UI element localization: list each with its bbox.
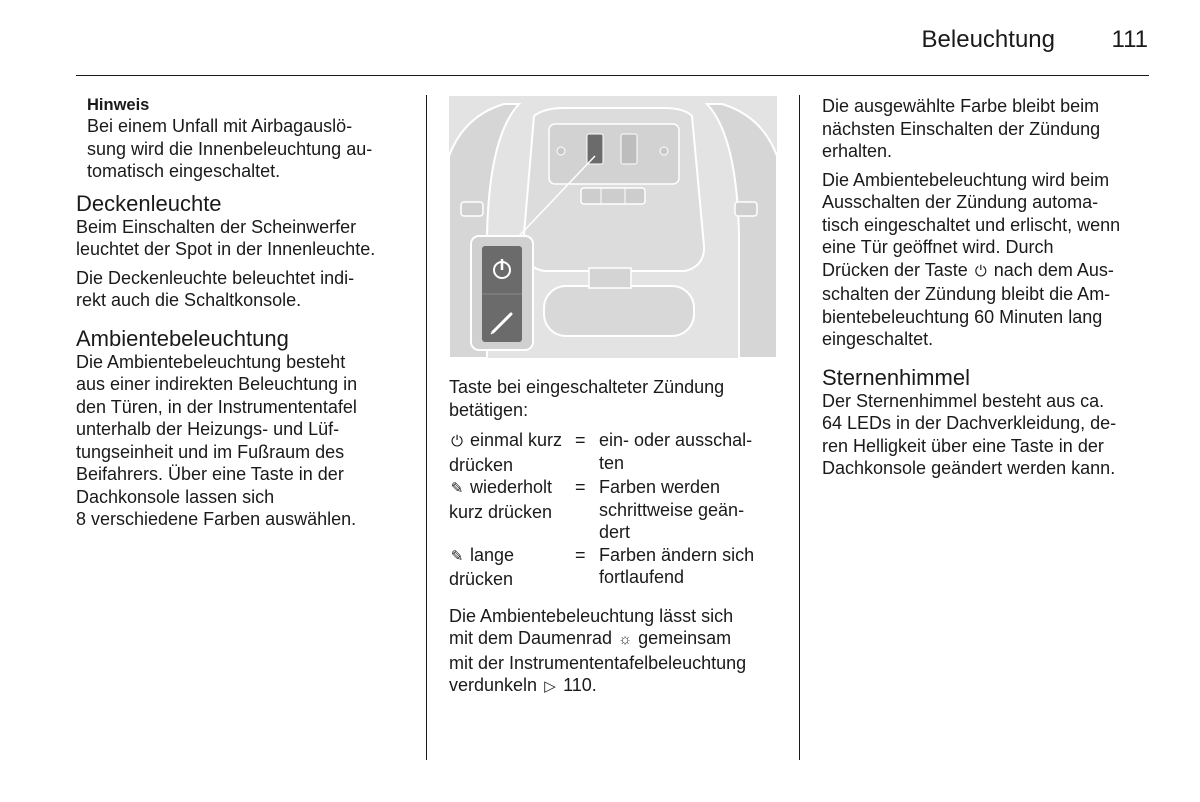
note-title: Hinweis xyxy=(87,96,150,114)
text-line: schrittweise geän- xyxy=(599,499,745,520)
cross-reference-icon: ▷ xyxy=(544,678,556,695)
text-line: betätigen: xyxy=(449,399,529,420)
text-line: mit der Instrumententafelbeleuchtung xyxy=(449,652,747,673)
text-line: erhalten. xyxy=(822,141,893,161)
text-line: einmal kurz xyxy=(470,430,563,450)
note-line: tomatisch eingeschaltet. xyxy=(87,161,281,181)
text-line: Farben werden xyxy=(599,477,721,497)
text-line: bientebeleuchtung 60 Minuten lang xyxy=(822,306,1103,327)
table-cell-action xyxy=(449,429,575,476)
text-line: leuchtet der Spot in der Innenleuchte. xyxy=(76,239,376,259)
table-row xyxy=(449,476,774,544)
text-line: Ausschalten der Zündung automa- xyxy=(822,192,1099,212)
text-line: nach dem Aus- xyxy=(993,259,1114,280)
table-cell-equals: = xyxy=(575,544,586,565)
text-line: fortlaufend xyxy=(599,567,685,587)
paragraph-deckenleuchte-2 xyxy=(76,267,411,312)
text-line: eingeschaltet. xyxy=(822,329,934,349)
text-line: Taste bei eingeschalteter Zündung xyxy=(449,377,725,397)
text-line: mit dem Daumenrad xyxy=(449,628,613,648)
text-line: 8 verschiedene Farben auswählen. xyxy=(76,509,357,529)
text-line: verdunkeln xyxy=(449,675,538,695)
text-line: Dachkonsole geändert werden kann. xyxy=(822,458,1116,478)
brush-icon: ✎ xyxy=(450,480,464,497)
page-header-title: Beleuchtung xyxy=(921,26,1055,53)
text-line: ten xyxy=(599,452,625,473)
table-cell-action xyxy=(449,476,575,544)
text-line: Die ausgewählte Farbe bleibt beim xyxy=(822,96,1100,116)
text-line: Drücken der Taste xyxy=(822,259,968,280)
text-line: Beim Einschalten der Scheinwerfer xyxy=(76,216,357,237)
column-2 xyxy=(449,376,779,705)
heading-ambientebeleuchtung: Ambientebeleuchtung xyxy=(76,325,289,351)
power-icon: ⏻ xyxy=(974,262,987,280)
text-line: Die Ambientebeleuchtung besteht xyxy=(76,351,346,372)
text-line: dert xyxy=(599,522,631,542)
text-line: schalten der Zündung bleibt die Am- xyxy=(822,284,1111,304)
paragraph-color-kept xyxy=(822,95,1152,163)
table-row xyxy=(449,544,774,591)
heading-deckenleuchte: Deckenleuchte xyxy=(76,190,222,216)
text-line: drücken xyxy=(449,454,514,475)
text-line: Der Sternenhimmel besteht aus ca. xyxy=(822,390,1105,411)
heading-sternenhimmel: Sternenhimmel xyxy=(822,364,970,390)
text-line: Die Deckenleuchte beleuchtet indi- xyxy=(76,267,355,288)
text-line: lange xyxy=(470,544,515,565)
text-line: Die Ambientebeleuchtung lässt sich xyxy=(449,605,734,626)
text-line: gemeinsam xyxy=(638,628,732,648)
paragraph-deckenleuchte-1 xyxy=(76,216,411,261)
text-line: Die Ambientebeleuchtung wird beim xyxy=(822,169,1110,190)
text-line: Dachkonsole lassen sich xyxy=(76,486,275,507)
page-number: 111 xyxy=(1111,26,1148,53)
text-line: rekt auch die Schaltkonsole. xyxy=(76,290,302,310)
text-line: eine Tür geöffnet wird. Durch xyxy=(822,237,1054,257)
text-line: tungseinheit und im Fußraum des xyxy=(76,441,345,462)
closing-paragraph xyxy=(449,605,779,699)
roof-console-illustration xyxy=(449,96,777,358)
text-line: wiederholt xyxy=(470,477,553,497)
roof-console-drawing xyxy=(449,96,777,358)
column-divider-2 xyxy=(799,95,800,760)
brush-icon: ✎ xyxy=(450,547,464,565)
column-1 xyxy=(76,95,411,537)
text-line: drücken xyxy=(449,569,514,589)
page-reference-link[interactable]: 110. xyxy=(563,675,597,695)
column-3 xyxy=(822,95,1152,486)
paragraph-ambient-off xyxy=(822,169,1152,351)
text-line: Beifahrers. Über eine Taste in der xyxy=(76,464,344,484)
text-line: ein- oder ausschal- xyxy=(599,430,753,450)
text-line: tisch eingeschaltet und erlischt, wenn xyxy=(822,214,1121,235)
table-cell-result xyxy=(599,429,774,476)
power-icon: ⏻ xyxy=(451,433,463,450)
note-line: sung wird die Innenbeleuchtung au- xyxy=(87,138,373,159)
thumbwheel-icon: ☼ xyxy=(618,631,632,648)
paragraph-ambientebeleuchtung xyxy=(76,351,411,531)
table-cell-equals: = xyxy=(575,430,586,450)
table-row xyxy=(449,429,774,476)
text-line: Farben ändern sich xyxy=(599,544,755,565)
table-cell-result xyxy=(599,476,774,544)
table-cell-equals: = xyxy=(575,477,586,497)
text-line: unterhalb der Heizungs- und Lüf- xyxy=(76,419,340,439)
note-box xyxy=(76,95,411,183)
text-line: aus einer indirekten Beleuchtung in xyxy=(76,374,358,394)
text-line: nächsten Einschalten der Zündung xyxy=(822,118,1101,139)
column-divider-1 xyxy=(426,95,427,760)
note-line: Bei einem Unfall mit Airbagauslö- xyxy=(87,116,353,136)
text-line: ren Helligkeit über eine Taste in der xyxy=(822,435,1104,456)
table-cell-result xyxy=(599,544,774,591)
text-line: 64 LEDs in der Dachverkleidung, de- xyxy=(822,413,1117,433)
table-cell-action xyxy=(449,544,575,591)
text-line: kurz drücken xyxy=(449,501,553,522)
header-rule xyxy=(76,75,1149,76)
button-function-table xyxy=(449,429,774,591)
paragraph-sternenhimmel xyxy=(822,390,1152,480)
intro-text xyxy=(449,376,779,421)
text-line: den Türen, in der Instrumententafel xyxy=(76,396,357,417)
